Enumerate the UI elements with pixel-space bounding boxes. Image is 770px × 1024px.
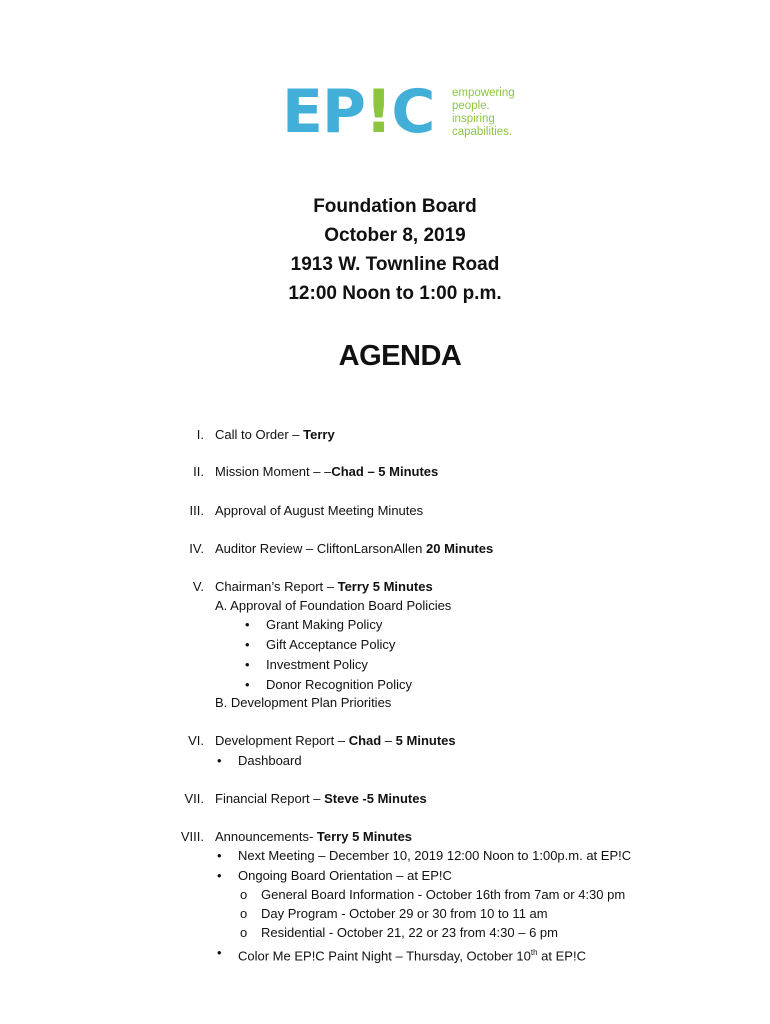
agenda-item-development-report: Development Report – Chad – 5 Minutes <box>215 733 456 748</box>
item-number: VIII. <box>180 829 204 844</box>
meeting-date: October 8, 2019 <box>324 225 466 246</box>
next-meeting-item: Next Meeting – December 10, 2019 12:00 Noon to 1:00p.m. at EP!C <box>238 848 632 863</box>
agenda-item-chairmans-report: Chairman’s Report – Terry 5 Minutes <box>215 579 433 594</box>
agenda-title: AGENDA <box>338 340 462 372</box>
orientation-sub-item: Day Program - October 29 or 30 from 10 to 11 am <box>261 906 548 921</box>
orientation-sub-item: Residential - October 21, 22 or 23 from 4:30 – 6 pm <box>261 925 558 940</box>
item-number: IV. <box>189 541 204 556</box>
meeting-time: 12:00 Noon to 1:00 p.m. <box>288 283 502 304</box>
agenda-item-mission-moment: Mission Moment – –Chad – 5 Minutes <box>215 464 439 479</box>
bullet-icon: • <box>217 848 222 863</box>
subitem-development-plan: B. Development Plan Priorities <box>215 695 392 710</box>
item-number: VII. <box>184 791 204 806</box>
item-number: V. <box>192 579 204 594</box>
agenda-item-approval-minutes: Approval of August Meeting Minutes <box>215 503 424 518</box>
orientation-item: Ongoing Board Orientation – at EP!C <box>238 868 452 883</box>
bullet-icon: • <box>245 657 250 672</box>
sub-bullet-icon: o <box>240 925 248 940</box>
orientation-sub-item: General Board Information - October 16th from 7am or 4:30 pm <box>261 887 626 902</box>
policy-item: Donor Recognition Policy <box>266 677 412 692</box>
policy-item: Gift Acceptance Policy <box>266 637 396 652</box>
bullet-icon: • <box>217 753 222 768</box>
item-number: VI. <box>188 733 204 748</box>
board-name: Foundation Board <box>313 196 477 217</box>
bullet-icon: • <box>245 637 250 652</box>
dashboard-item: Dashboard <box>238 753 302 768</box>
epic-logo <box>282 77 522 147</box>
item-number: II. <box>193 464 204 479</box>
sub-bullet-icon: o <box>240 887 248 902</box>
item-number: I. <box>196 427 204 442</box>
agenda-item-financial-report: Financial Report – Steve -5 Minutes <box>215 791 427 806</box>
meeting-header <box>0 192 770 308</box>
meeting-address: 1913 W. Townline Road <box>290 254 500 275</box>
agenda-item-auditor-review: Auditor Review – CliftonLarsonAllen 20 Minutes <box>215 541 494 556</box>
agenda-item-call-to-order: Call to Order – Terry <box>215 427 335 442</box>
bullet-icon: • <box>245 617 250 632</box>
subitem-policies: A. Approval of Foundation Board Policies <box>215 598 452 613</box>
policy-item: Grant Making Policy <box>266 617 383 632</box>
sub-bullet-icon: o <box>240 906 248 921</box>
logo-tagline: empowering people. inspiring capabilities. <box>452 87 515 138</box>
logo-wordmark: EP!C <box>282 77 435 147</box>
policy-item: Investment Policy <box>266 657 368 672</box>
bullet-icon: • <box>217 945 222 960</box>
item-number: III. <box>189 503 204 518</box>
bullet-icon: • <box>217 868 222 883</box>
paint-night-item: Color Me EP!C Paint Night – Thursday, October 10th at EP!C <box>238 948 586 964</box>
agenda-item-announcements: Announcements- Terry 5 Minutes <box>215 829 413 844</box>
bullet-icon: • <box>245 677 250 692</box>
